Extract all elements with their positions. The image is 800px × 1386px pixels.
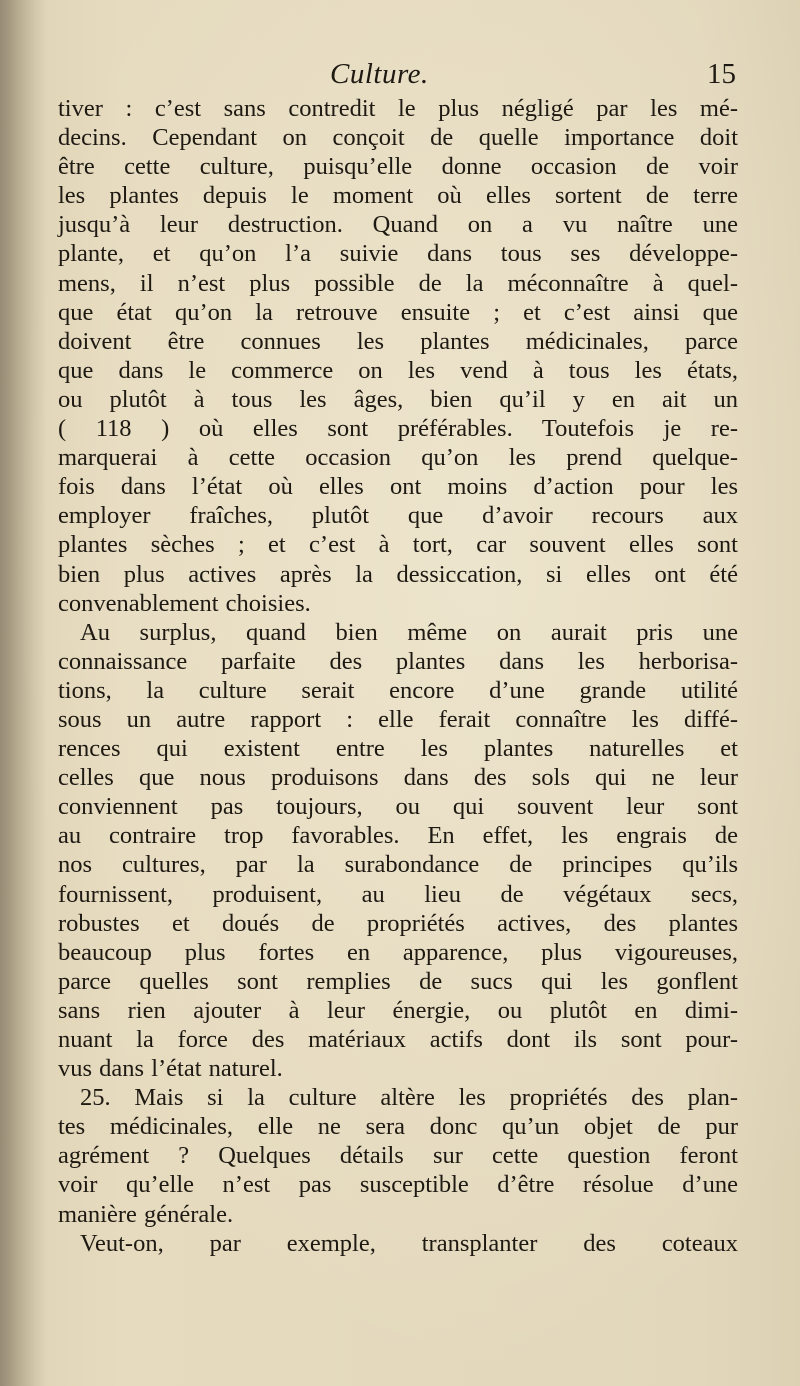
text-line: beaucoup plus fortes en apparence, plus vigoureuses, xyxy=(58,938,738,966)
text-line: agrément ? Quelques détails sur cette question feront xyxy=(58,1142,738,1170)
text-line: plantes sèches ; et c’est à tort, car souvent elles sont xyxy=(58,531,738,559)
text-line: être cette culture, puisqu’elle donne occasion de voir xyxy=(58,153,738,181)
text-line: doivent être connues les plantes médicinales, parce xyxy=(58,327,738,355)
text-line: mens, il n’est plus possible de la méconnaître à quel- xyxy=(58,269,738,297)
text-line: marquerai à cette occasion qu’on les prend quelque- xyxy=(58,444,738,472)
text-line: connaissance parfaite des plantes dans les herborisa- xyxy=(58,647,738,675)
text-line: tiver : c’est sans contredit le plus négligé par les mé- xyxy=(58,95,738,122)
binding-shadow xyxy=(0,0,48,1386)
text-line: celles que nous produisons dans des sols qui ne leur xyxy=(58,764,738,792)
paragraph-last-line: vus dans l’état naturel. xyxy=(58,1055,283,1083)
text-line: les plantes depuis le moment où elles sortent de terre xyxy=(58,182,738,210)
text-line: sous un autre rapport : elle ferait connaître les diffé- xyxy=(58,705,738,733)
page-number: 15 xyxy=(707,58,736,90)
paragraph-last-line: manière générale. xyxy=(58,1200,234,1228)
text-line: robustes et doués de propriétés actives, des plantes xyxy=(58,909,738,937)
paragraph-first-line: Veut-on, par exemple, transplanter des coteaux xyxy=(80,1229,738,1257)
text-line: tes médicinales, elle ne sera donc qu’un objet de pur xyxy=(58,1113,738,1141)
text-line: au contraire trop favorables. En effet, les engrais de xyxy=(58,822,738,850)
paragraph-last-line: convenablement choisies. xyxy=(58,589,311,617)
text-line: employer fraîches, plutôt que d’avoir recours aux xyxy=(58,502,738,530)
text-line: fois dans l’état où elles ont moins d’action pour les xyxy=(58,473,738,501)
text-line: conviennent pas toujours, ou qui souvent leur sont xyxy=(58,793,738,821)
text-line: bien plus actives après la dessiccation, si elles ont été xyxy=(58,560,738,588)
body-text xyxy=(58,94,738,1258)
running-title: Culture. xyxy=(330,58,429,90)
text-line: que état qu’on la retrouve ensuite ; et c’est ainsi que xyxy=(58,298,738,326)
text-line: que dans le commerce on les vend à tous les états, xyxy=(58,356,738,384)
text-line: fournissent, produisent, au lieu de végétaux secs, xyxy=(58,880,738,908)
text-line: nos cultures, par la surabondance de principes qu’ils xyxy=(58,851,738,879)
text-line: voir qu’elle n’est pas susceptible d’être résolue d’une xyxy=(58,1171,738,1199)
paragraph-first-line: 25. Mais si la culture altère les propriétés des plan- xyxy=(80,1084,738,1112)
text-line: parce quelles sont remplies de sucs qui les gonflent xyxy=(58,967,738,995)
paragraph-first-line: Au surplus, quand bien même on aurait pris une xyxy=(80,618,738,646)
page-header xyxy=(0,58,800,98)
text-line: jusqu’à leur destruction. Quand on a vu naître une xyxy=(58,211,738,239)
text-line: decins. Cependant on conçoit de quelle importance doit xyxy=(58,124,738,152)
text-line: ou plutôt à tous les âges, bien qu’il y en ait un xyxy=(58,385,738,413)
text-line: rences qui existent entre les plantes naturelles et xyxy=(58,735,738,763)
text-line: sans rien ajouter à leur énergie, ou plutôt en dimi- xyxy=(58,996,738,1024)
text-line: nuant la force des matériaux actifs dont ils sont pour- xyxy=(58,1026,738,1053)
text-line: tions, la culture serait encore d’une grande utilité xyxy=(58,676,738,704)
text-line: ( 118 ) où elles sont préférables. Toutefois je re- xyxy=(58,415,738,443)
text-line: plante, et qu’on l’a suivie dans tous ses développe- xyxy=(58,240,738,268)
